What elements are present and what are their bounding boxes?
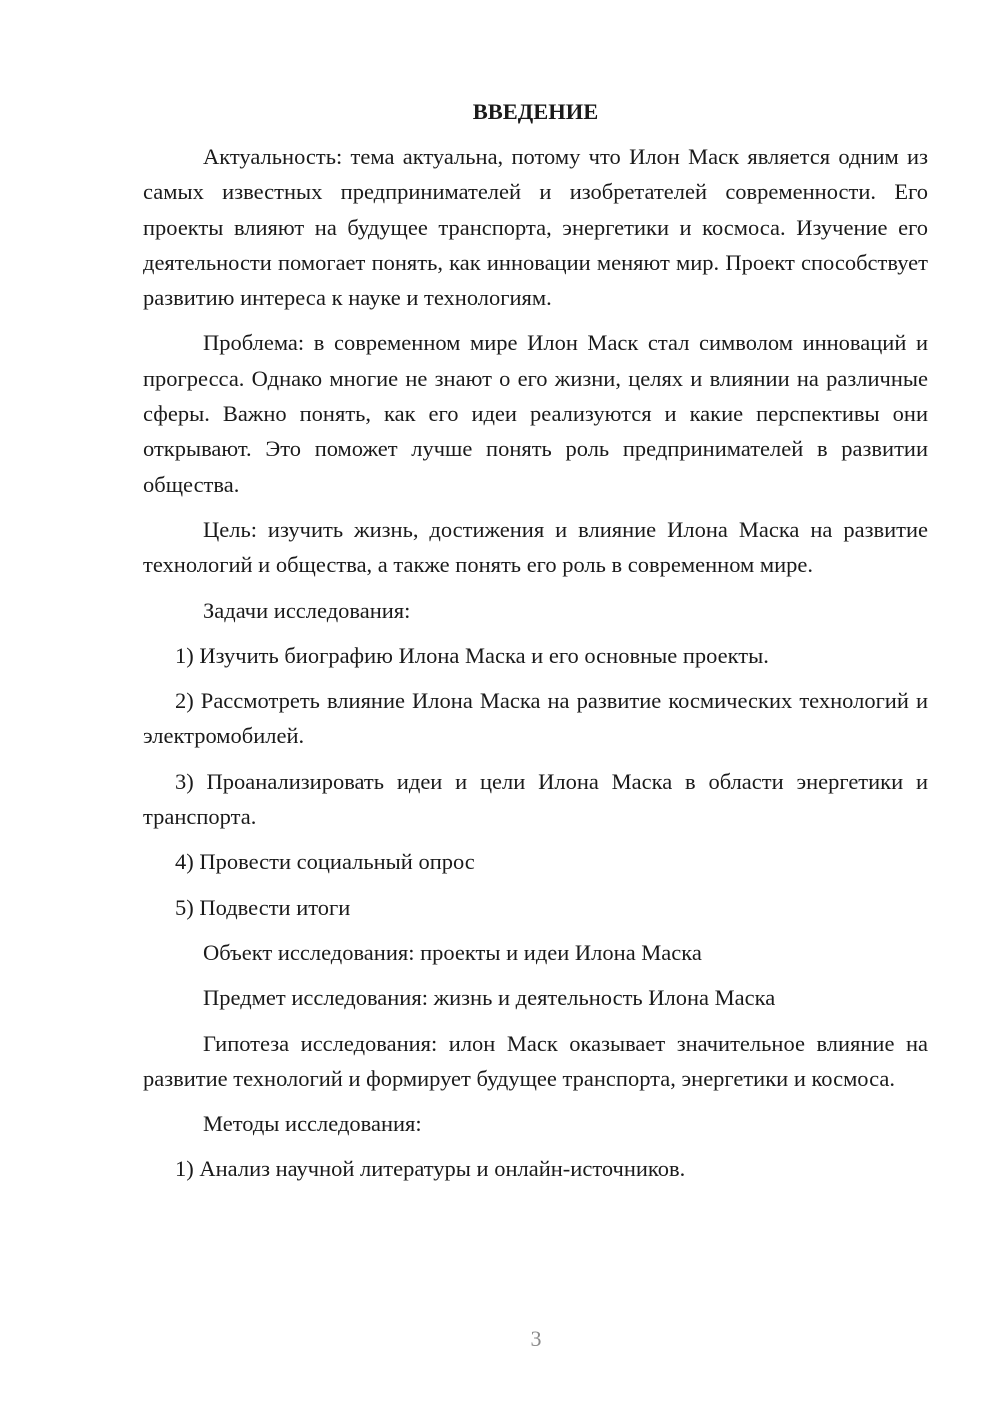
tasks-heading: Задачи исследования:: [203, 597, 411, 623]
task-item: 1) Изучить биографию Илона Маска и его основные проекты.: [175, 642, 769, 668]
page-content: [143, 94, 928, 1197]
subject-paragraph: Предмет исследования: жизнь и деятельность Илона Маска: [203, 985, 776, 1011]
task-item: 3) Проанализировать идеи и цели Илона Маска в области энергетики и транспорта.: [143, 768, 928, 830]
method-item: 1) Анализ научной литературы и онлайн-источников.: [175, 1156, 686, 1182]
task-item: 5) Подвести итоги: [175, 894, 351, 920]
hypothesis-paragraph: Гипотеза исследования: илон Маск оказывает значительное влияние на развитие технологий и формирует будущее транспорта, энергетики и космоса.: [143, 1030, 928, 1091]
task-item: 2) Рассмотреть влияние Илона Маска на развитие космических технологий и электромобилей.: [143, 688, 928, 749]
problem-paragraph: Проблема: в современном мире Илон Маск стал символом инноваций и прогресса. Однако многие не знают о его жизни, целях и влиянии на различные сферы. Важно понять, как его идеи реализуются и какие перспективы они открывают. Это поможет лучше понять роль предпринимателей в развитии общества.: [143, 330, 928, 497]
methods-heading: Методы исследования:: [203, 1111, 422, 1137]
object-paragraph: Объект исследования: проекты и идеи Илона Маска: [203, 939, 702, 965]
page-title: ВВЕДЕНИЕ: [472, 99, 599, 124]
relevance-paragraph: Актуальность: тема актуальна, потому что Илон Маск является одним из самых известных предпринимателей и изобретателей современности. Его проекты влияют на будущее транспорта, энергетики и космоса. Изучение его деятельности помогает понять, как инновации меняют мир. Проект способствует развитию интереса к науке и технологиям.: [143, 144, 928, 311]
task-item: 4) Провести социальный опрос: [175, 849, 475, 875]
page-number: 3: [530, 1326, 542, 1351]
goal-paragraph: Цель: изучить жизнь, достижения и влияние Илона Маска на развитие технологий и общества, а также понять его роль в современном мире.: [143, 516, 928, 578]
